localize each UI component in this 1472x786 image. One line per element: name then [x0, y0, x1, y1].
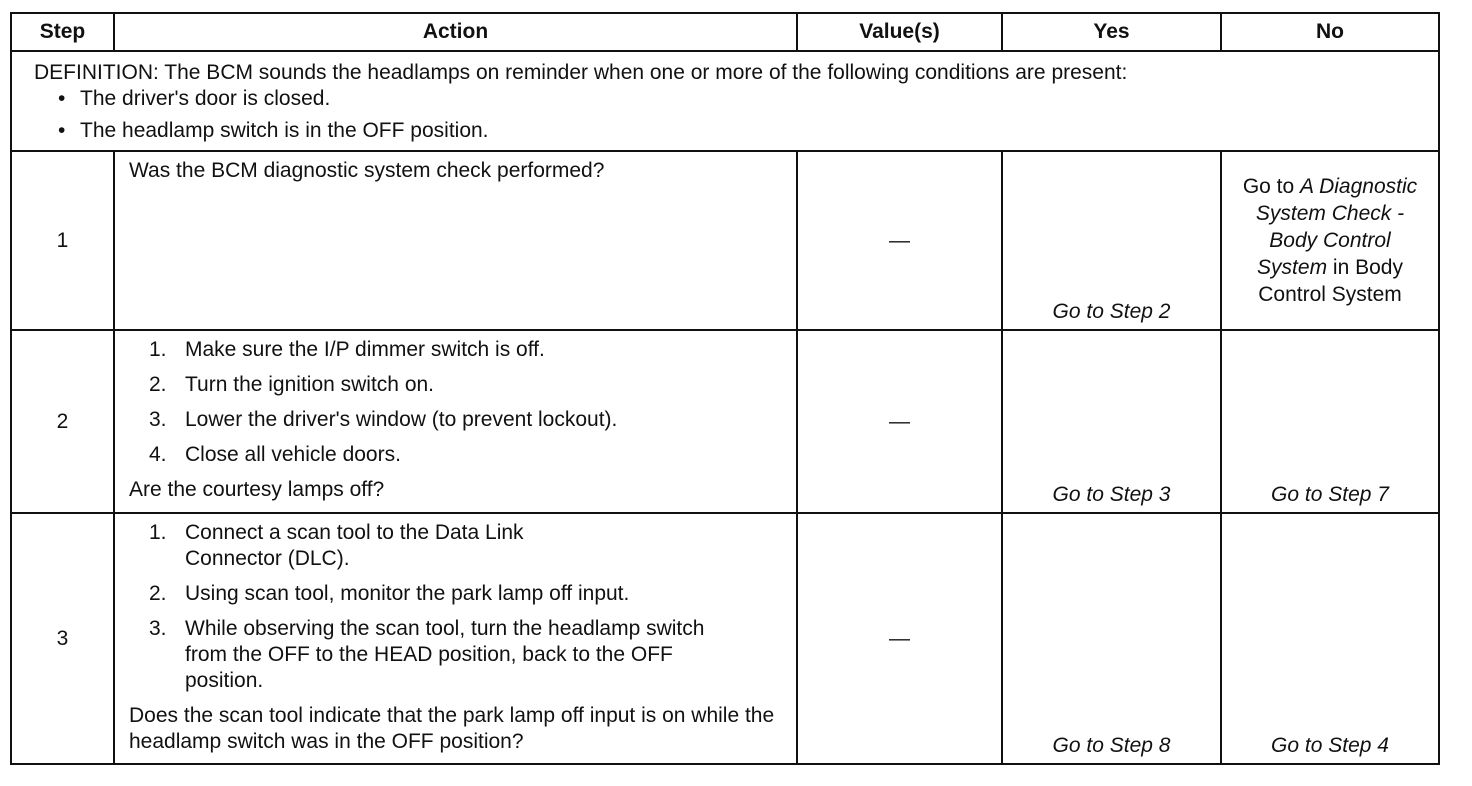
action-question: Was the BCM diagnostic system check performed?: [129, 159, 605, 182]
yes-cell: Go to Step 3: [1002, 330, 1221, 513]
action-item-number: 1.: [149, 338, 167, 361]
definition-text: DEFINITION: The BCM sounds the headlamps on reminder when one or more of the following conditions are present:: [34, 61, 1128, 84]
table-row: [11, 151, 1439, 330]
action-item-number: 2.: [149, 373, 167, 396]
table-row: [11, 330, 1439, 513]
action-item-text: While observing the scan tool, turn the headlamp switch from the OFF to the HEAD position, back to the OFF position.: [185, 617, 705, 692]
action-item: [149, 520, 742, 572]
table-row: [11, 513, 1439, 764]
step-number: 2: [11, 330, 114, 513]
action-question: Does the scan tool indicate that the park lamp off input is on while the headlamp switch was in the OFF position?: [129, 704, 775, 753]
action-item-text: Using scan tool, monitor the park lamp off input.: [185, 582, 630, 605]
step-number: 3: [11, 513, 114, 764]
yes-cell: Go to Step 8: [1002, 513, 1221, 764]
action-cell: [114, 151, 797, 330]
header-row: [11, 13, 1439, 51]
action-list: [129, 337, 782, 468]
action-cell: [114, 513, 797, 764]
action-item: [149, 407, 782, 433]
definition-list: [34, 85, 1438, 144]
action-item-number: 3.: [149, 617, 167, 640]
action-item-text: Connect a scan tool to the Data Link Connector (DLC).: [185, 521, 524, 570]
action-question: Are the courtesy lamps off?: [129, 478, 385, 501]
diagnostic-table: [10, 12, 1440, 765]
action-item-number: 4.: [149, 443, 167, 466]
definition-item: • The driver's door is closed.: [54, 85, 1438, 112]
action-item: [149, 442, 782, 468]
step-number: 1: [11, 151, 114, 330]
header-action: Action: [114, 13, 797, 51]
action-cell: [114, 330, 797, 513]
action-item: [149, 337, 782, 363]
value-cell: —: [797, 151, 1002, 330]
action-item-text: Make sure the I/P dimmer switch is off.: [185, 338, 545, 361]
no-suffix: in Body Control System: [1258, 256, 1403, 306]
header-values: Value(s): [797, 13, 1002, 51]
no-cell: [1221, 151, 1439, 330]
action-list: [129, 520, 782, 694]
definition-item: • The headlamp switch is in the OFF position.: [54, 117, 1438, 144]
value-cell: —: [797, 513, 1002, 764]
no-cell: Go to Step 7: [1221, 330, 1439, 513]
no-prefix: Go to: [1242, 175, 1301, 198]
yes-cell: Go to Step 2: [1002, 151, 1221, 330]
value-cell: —: [797, 330, 1002, 513]
action-item-text: Turn the ignition switch on.: [185, 373, 435, 396]
header-no: No: [1221, 13, 1439, 51]
definition-row: [11, 51, 1439, 151]
header-yes: Yes: [1002, 13, 1221, 51]
action-item-text: Lower the driver's window (to prevent lockout).: [185, 408, 618, 431]
no-reference: A Diagnostic System Check - Body Control System: [1255, 175, 1418, 279]
action-item-text: Close all vehicle doors.: [185, 443, 401, 466]
action-item-number: 3.: [149, 408, 167, 431]
no-cell: Go to Step 4: [1221, 513, 1439, 764]
action-item-number: 2.: [149, 582, 167, 605]
header-step: Step: [11, 13, 114, 51]
action-item: [149, 581, 742, 607]
action-item-number: 1.: [149, 521, 167, 544]
definition-cell: [11, 51, 1439, 151]
action-item: [149, 616, 742, 694]
action-item: [149, 372, 782, 398]
